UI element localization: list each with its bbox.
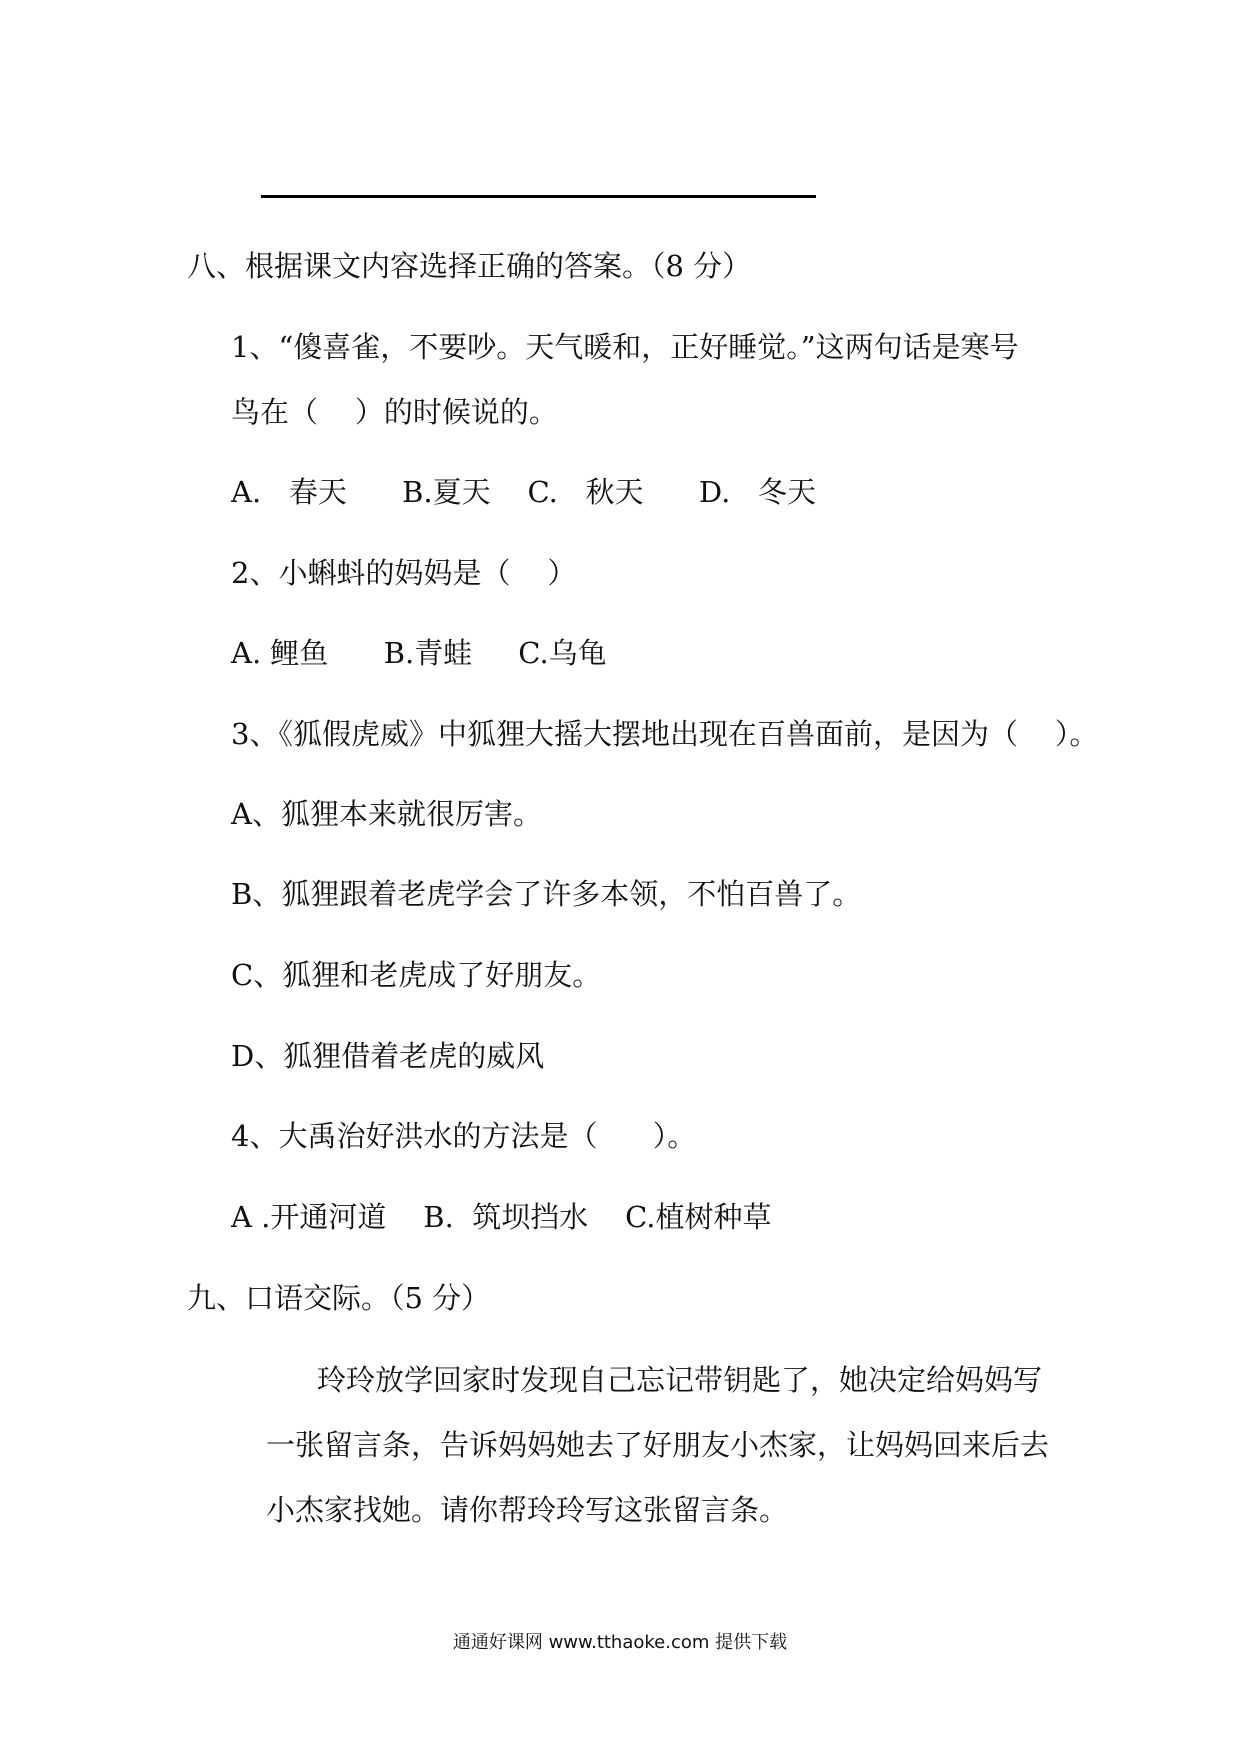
q3-option-a: A、狐狸本来就很厉害。 bbox=[231, 797, 542, 831]
q2-options: A. 鲤鱼 B.青蛙 C.乌龟 bbox=[231, 636, 607, 670]
section-8-title: 八、根据课文内容选择正确的答案。（8 分） bbox=[187, 249, 752, 283]
q3-option-d: D、狐狸借着老虎的威风 bbox=[231, 1039, 545, 1073]
q2-stem: 2、小蝌蚪的妈妈是（ ） bbox=[231, 556, 577, 590]
q3-option-b: B、狐狸跟着老虎学会了许多本领，不怕百兽了。 bbox=[231, 877, 862, 911]
q1-stem-line1: 1、“傻喜雀，不要吵。天气暖和，正好睡觉。”这两句话是寒号 bbox=[231, 330, 1019, 364]
q3-option-c: C、狐狸和老虎成了好朋友。 bbox=[231, 958, 602, 992]
q4-options: A .开通河道 B. 筑坝挡水 C.植树种草 bbox=[231, 1200, 772, 1234]
footer-source: 通通好课网 www.tthaoke.com 提供下载 bbox=[452, 1632, 788, 1653]
answer-underline bbox=[261, 195, 816, 198]
q1-options: A. 春天 B.夏天 C. 秋天 D. 冬天 bbox=[231, 475, 816, 509]
prompt-paragraph-line2: 一张留言条，告诉妈妈她去了好朋友小杰家，让妈妈回来后去 bbox=[266, 1428, 1050, 1462]
section-9-title: 九、口语交际。（5 分） bbox=[187, 1281, 491, 1315]
prompt-paragraph-line1: 玲玲放学回家时发现自己忘记带钥匙了，她决定给妈妈写 bbox=[317, 1363, 1043, 1397]
prompt-paragraph-line3: 小杰家找她。请你帮玲玲写这张留言条。 bbox=[266, 1493, 789, 1527]
q3-stem: 3、《狐假虎威》中狐狸大摇大摆地出现在百兽面前，是因为（ ）。 bbox=[231, 717, 1099, 751]
q1-stem-line2: 鸟在（ ）的时候说的。 bbox=[231, 395, 558, 429]
q4-stem: 4、大禹治好洪水的方法是（ ）。 bbox=[231, 1119, 697, 1153]
